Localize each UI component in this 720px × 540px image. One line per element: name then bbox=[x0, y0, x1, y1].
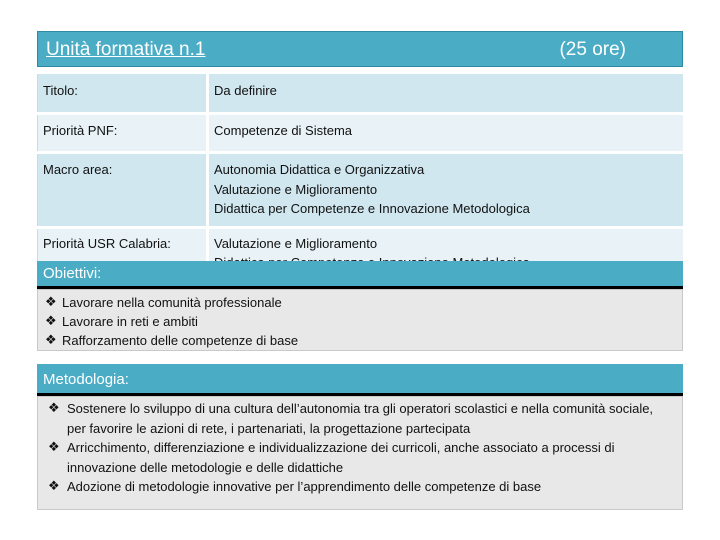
info-value-line: Valutazione e Miglioramento bbox=[214, 236, 378, 251]
list-item: ❖ Sostenere lo sviluppo di una cultura dell’autonomia tra gli operatori scolastici e nella comunità sociale, per favorire le azioni di rete, i partenariati, la progettazione partecipata bbox=[48, 400, 654, 436]
info-label: Macro area: bbox=[38, 153, 208, 228]
diamond-bullet-icon: ❖ bbox=[45, 313, 57, 328]
info-label: Priorità USR Calabria: bbox=[38, 228, 208, 283]
metodologia-list bbox=[37, 396, 683, 510]
unit-header bbox=[37, 31, 683, 67]
diamond-bullet-icon: ❖ bbox=[45, 294, 57, 309]
obiettivi-heading: Obiettivi: bbox=[37, 261, 683, 289]
info-value-line: Competenze di Sistema bbox=[214, 123, 353, 138]
info-value-line: Autonomia Didattica e Organizzativa bbox=[214, 162, 425, 177]
diamond-bullet-icon: ❖ bbox=[48, 478, 60, 493]
diamond-bullet-icon: ❖ bbox=[48, 400, 60, 415]
unit-hours: (25 ore) bbox=[559, 39, 626, 60]
diamond-bullet-icon: ❖ bbox=[48, 439, 60, 454]
list-item: ❖ Rafforzamento delle competenze di base bbox=[45, 332, 299, 348]
info-row-priorita-pnf bbox=[38, 114, 684, 153]
info-value-line: Da definire bbox=[214, 83, 277, 98]
metodologia-heading: Metodologia: bbox=[37, 364, 683, 396]
info-value-line: Didattica per Competenze e Innovazione Metodologica bbox=[214, 201, 530, 216]
list-item: ❖ Lavorare in reti e ambiti bbox=[45, 313, 198, 329]
obiettivi-list bbox=[37, 289, 683, 351]
diamond-bullet-icon: ❖ bbox=[45, 332, 57, 347]
info-value bbox=[208, 153, 684, 228]
info-row-titolo bbox=[38, 74, 684, 114]
info-label: Titolo: bbox=[38, 74, 208, 114]
info-table bbox=[37, 74, 683, 284]
list-item: ❖ Arricchimento, differenziazione e individualizzazione dei curricoli, anche associato a processi di innovazione delle metodologie e delle didattiche bbox=[48, 439, 615, 475]
info-value bbox=[208, 74, 684, 114]
info-row-macro-area bbox=[38, 153, 684, 228]
list-item: ❖ Adozione di metodologie innovative per l’apprendimento delle competenze di base bbox=[48, 478, 542, 494]
list-item: ❖ Lavorare nella comunità professionale bbox=[45, 294, 282, 310]
info-value bbox=[208, 114, 684, 153]
unit-title: Unità formativa n.1 bbox=[46, 39, 206, 60]
info-label: Priorità PNF: bbox=[38, 114, 208, 153]
info-value-line: Valutazione e Miglioramento bbox=[214, 181, 378, 197]
